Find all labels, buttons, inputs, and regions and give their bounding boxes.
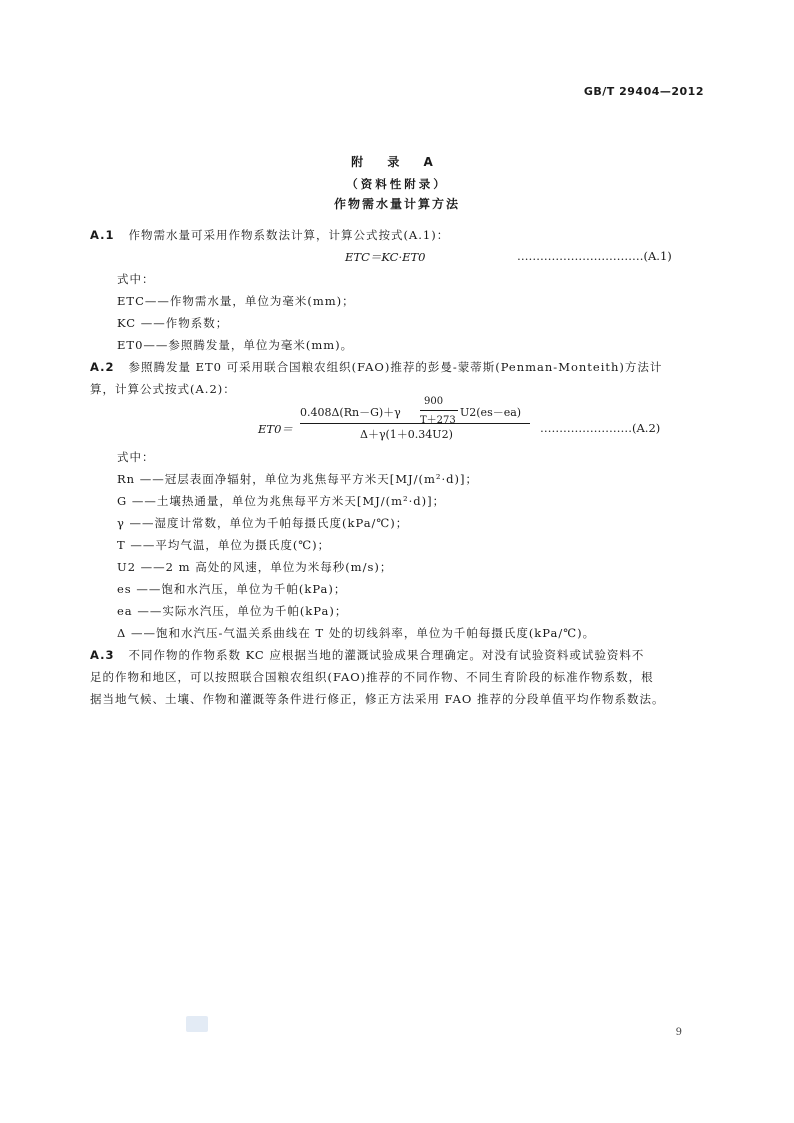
definition-item: ETC——作物需水量，单位为毫米(mm)； xyxy=(117,294,355,308)
definition-item: G ——土壤热通量，单位为兆焦每平方米天[MJ/(m²·d)]； xyxy=(117,494,446,508)
definition-item: ea ——实际水汽压，单位为千帕(kPa)； xyxy=(117,604,348,618)
sub-denominator: T＋273 xyxy=(420,415,456,426)
definition-item: Rn ——冠层表面净辐射，单位为兆焦每平方米天[MJ/(m²·d)]； xyxy=(117,472,478,486)
clause-text-continued: 足的作物和地区，可以按照联合国粮农组织(FAO)推荐的不同作物、不同生育阶段的标准作物系数，根 xyxy=(90,670,654,684)
definition-item: es ——饱和水汽压，单位为千帕(kPa)； xyxy=(117,582,347,596)
formula-number-a2: ……………………(A.2) xyxy=(540,421,661,435)
numerator-right: U2(es－ea) xyxy=(460,406,522,419)
denominator: Δ＋γ(1＋0.34U2) xyxy=(360,428,453,441)
standard-number: GB/T 29404—2012 xyxy=(583,85,704,98)
clause-number: A.1 xyxy=(90,228,115,242)
definition-item: KC ——作物系数； xyxy=(117,316,229,330)
sub-numerator: 900 xyxy=(424,396,444,407)
clause-a3 xyxy=(90,647,644,663)
where-label: 式中： xyxy=(117,450,155,464)
where-label: 式中： xyxy=(117,272,155,286)
formula-lhs: ET0＝ xyxy=(258,422,293,436)
clause-text: 作物需水量可采用作物系数法计算，计算公式按式(A.1)： xyxy=(128,228,450,242)
annex-informative-label: （资料性附录） xyxy=(346,177,448,191)
clause-number: A.3 xyxy=(90,648,115,662)
definition-item: γ ——湿度计常数，单位为千帕每摄氏度(kPa/℃)； xyxy=(117,516,409,530)
definition-item: Δ ——饱和水汽压-气温关系曲线在 T 处的切线斜率，单位为千帕每摄氏度(kPa/℃)。 xyxy=(117,626,596,640)
clause-text: 参照腾发量 ET0 可采用联合国粮农组织(FAO)推荐的彭曼-蒙蒂斯(Penman-Monteith)方法计 xyxy=(128,360,663,374)
clause-a1 xyxy=(90,227,449,243)
clause-text-continued: 算，计算公式按式(A.2)： xyxy=(90,382,236,396)
page-number: 9 xyxy=(675,1027,682,1038)
definition-item: ET0——参照腾发量，单位为毫米(mm)。 xyxy=(117,338,354,352)
clause-a2 xyxy=(90,359,662,375)
clause-text: 不同作物的作物系数 KC 应根据当地的灌溉试验成果合理确定。对没有试验资料或试验资料不 xyxy=(128,648,645,662)
clause-number: A.2 xyxy=(90,360,115,374)
annex-title: 附 录 A xyxy=(351,155,443,169)
publisher-logo-icon xyxy=(186,1016,208,1032)
definition-item: T ——平均气温，单位为摄氏度(℃)； xyxy=(117,538,331,552)
definition-item: U2 ——2 m 高处的风速，单位为米每秒(m/s)； xyxy=(117,560,393,574)
fraction-bar xyxy=(300,423,530,424)
annex-name: 作物需水量计算方法 xyxy=(333,197,460,211)
clause-text-continued: 据当地气候、土壤、作物和灌溉等条件进行修正，修正方法采用 FAO 推荐的分段单值平均作物系数法。 xyxy=(90,692,665,706)
numerator-left: 0.408Δ(Rn－G)＋γ xyxy=(300,406,401,419)
formula-number-a1: ……………………………(A.1) xyxy=(517,249,672,263)
formula-a1: ETC＝KC·ET0 xyxy=(345,250,426,264)
